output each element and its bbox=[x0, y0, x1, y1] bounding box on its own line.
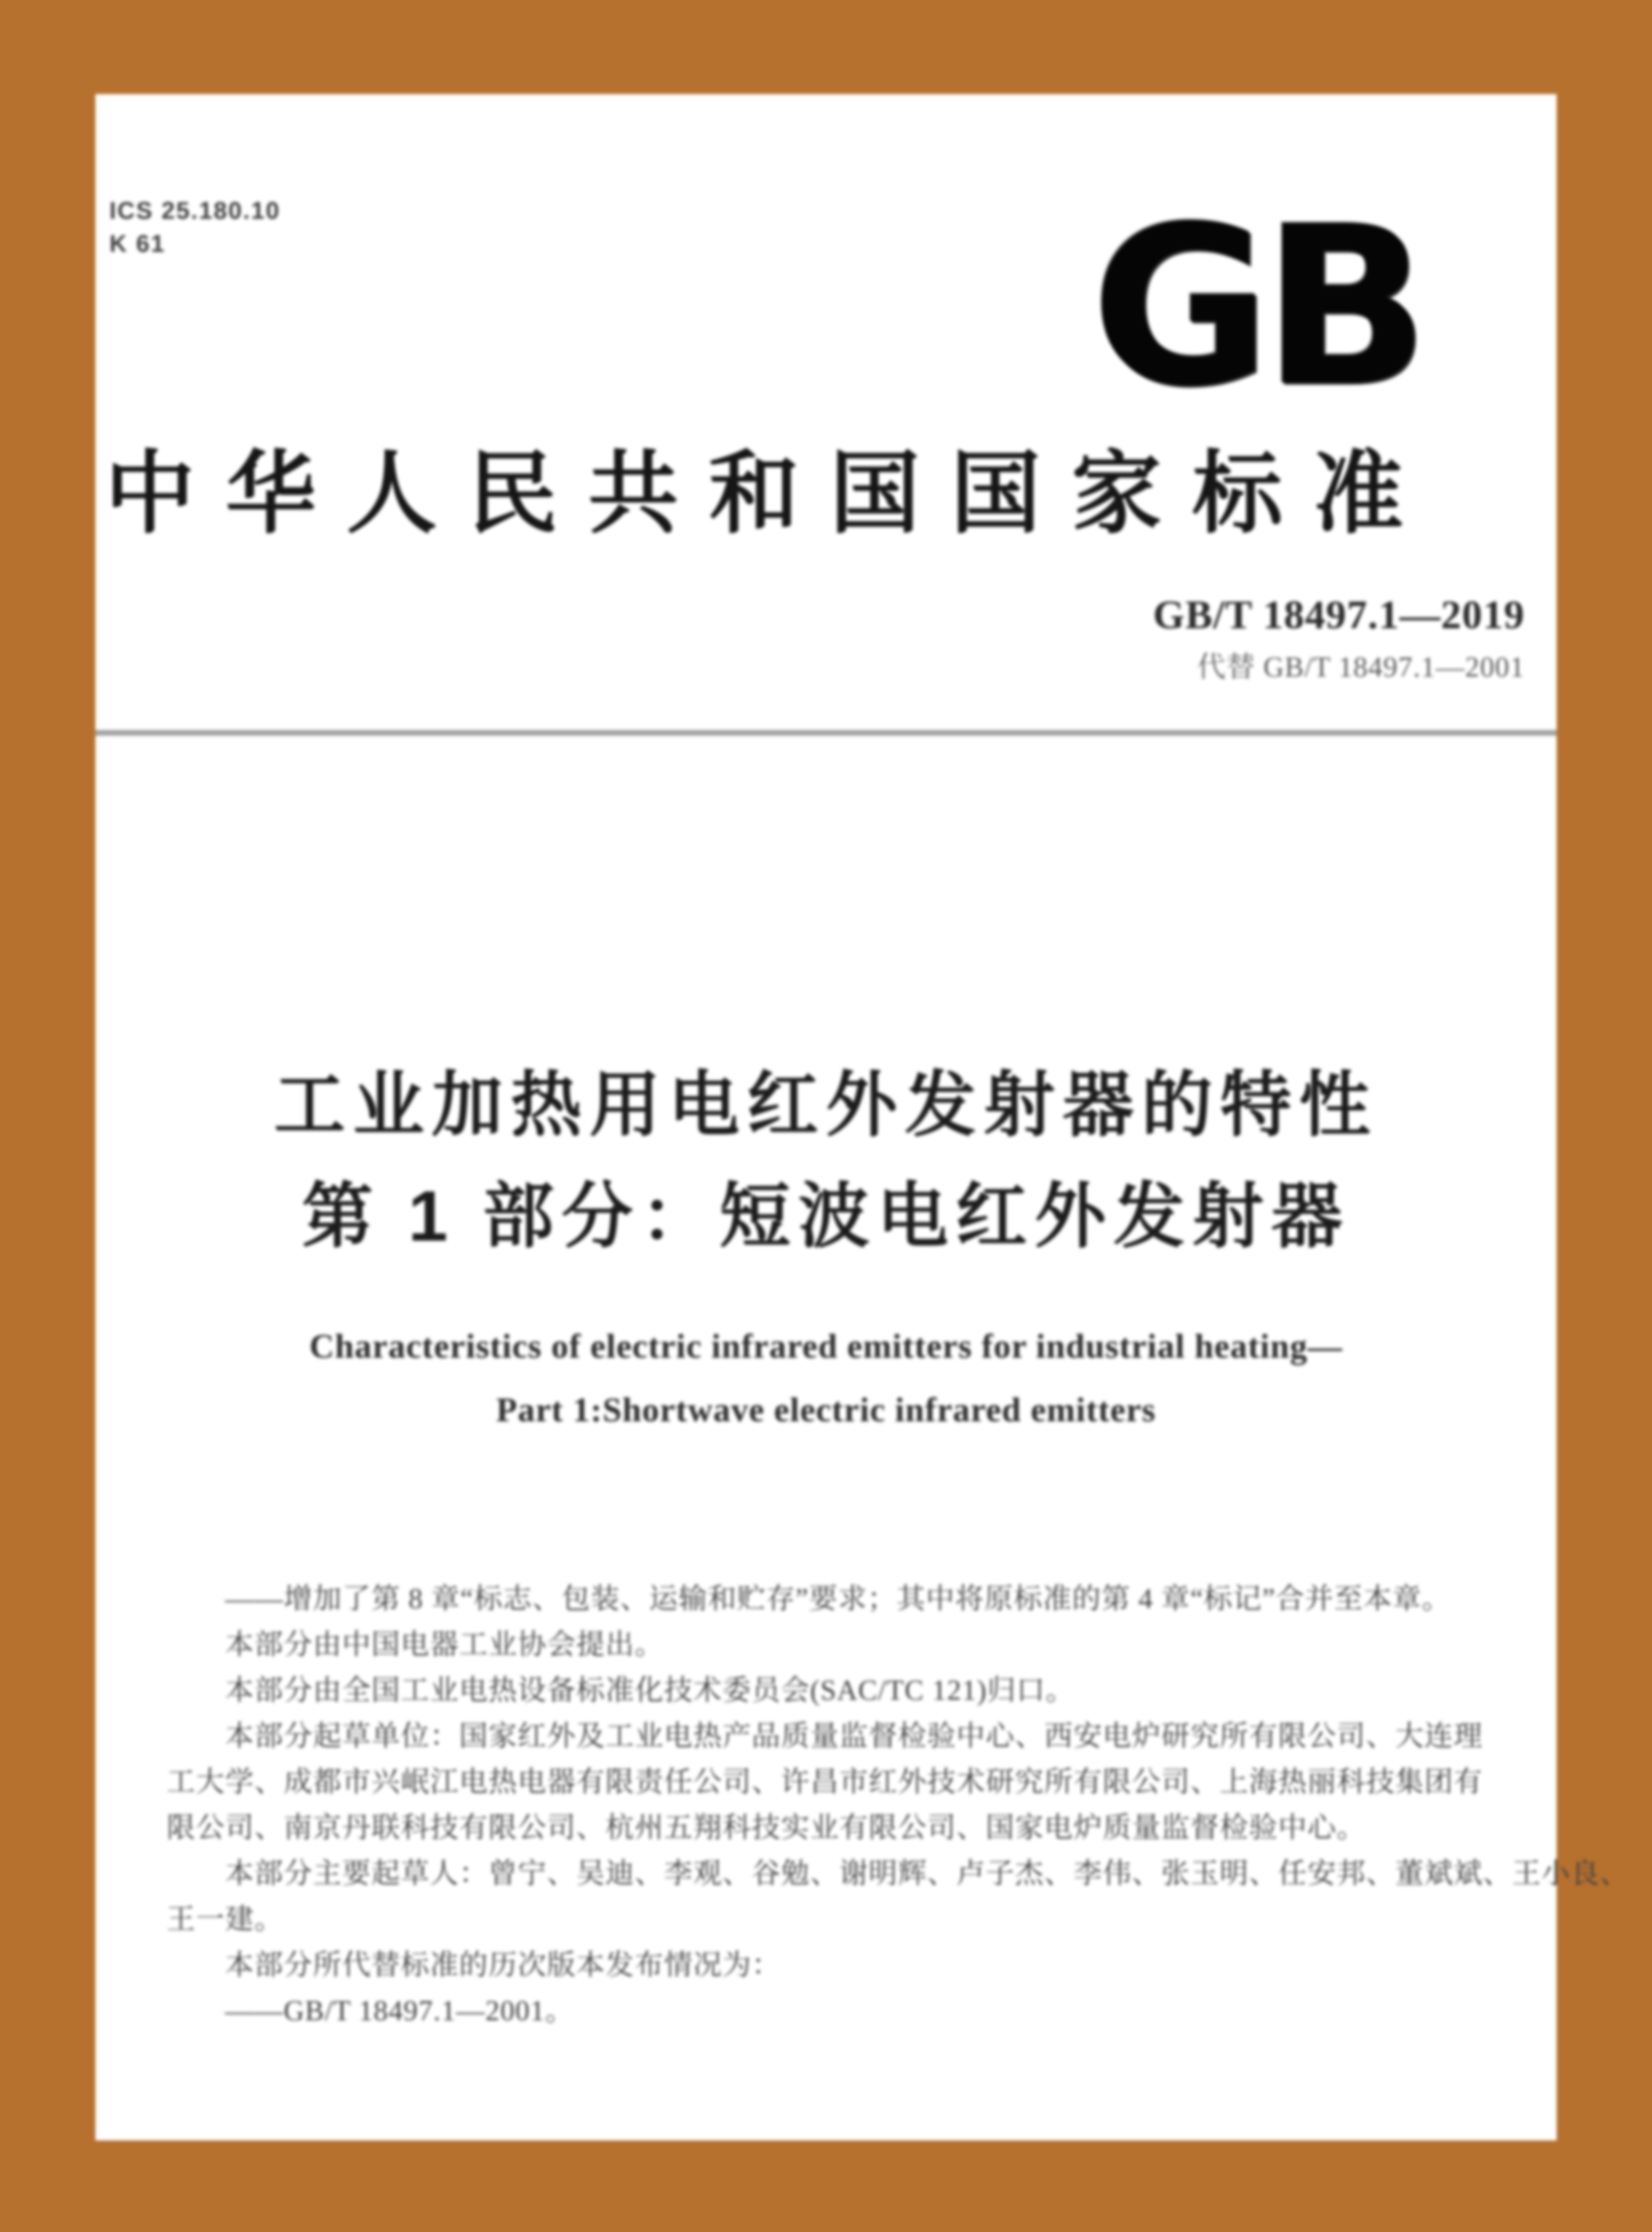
ics-classification bbox=[109, 195, 280, 261]
standard-number: GB/T 18497.1—2019 bbox=[1153, 592, 1525, 637]
ics-class-code: K 61 bbox=[109, 231, 166, 258]
header-divider bbox=[95, 730, 1557, 736]
foreword-section bbox=[167, 1576, 1630, 2034]
foreword-line: 本部分主要起草人：曾宁、吴迪、李观、谷勉、谢明辉、卢子杰、李伟、张玉明、任安邦、董斌斌、王小良、 bbox=[225, 1857, 1630, 1889]
foreword-line: 本部分所代替标准的历次版本发布情况为： bbox=[225, 1949, 781, 1981]
foreword-line: ——GB/T 18497.1—2001。 bbox=[225, 1995, 575, 2027]
document-page bbox=[95, 94, 1630, 2140]
title-zh-line2: 第 1 部分：短波电红外发射器 bbox=[301, 1176, 1351, 1256]
foreword-line: 本部分由全国工业电热设备标准化技术委员会(SAC/TC 121)归口。 bbox=[225, 1674, 1075, 1706]
title-en-line2: Part 1:Shortwave electric infrared emitters bbox=[496, 1391, 1156, 1429]
replaced-standard-note: 代替 GB/T 18497.1—2001 bbox=[1197, 651, 1525, 683]
foreword-line: 限公司、南京丹联科技有限公司、杭州五翔科技实业有限公司、国家电炉质量监督检验中心。 bbox=[167, 1812, 1366, 1843]
foreword-line: ——增加了第 8 章“标志、包装、运输和贮存”要求；其中将原标准的第 4 章“标记”合并至本章。 bbox=[225, 1583, 1451, 1615]
foreword-line: 王一建。 bbox=[167, 1903, 284, 1935]
gb-logo: GB bbox=[1091, 179, 1421, 435]
title-en-line1: Characteristics of electric infrared emitters for industrial heating— bbox=[309, 1327, 1343, 1365]
ics-code: ICS 25.180.10 bbox=[109, 198, 280, 224]
foreword-line: 本部分由中国电器工业协会提出。 bbox=[225, 1629, 664, 1660]
foreword-line: 工大学、成都市兴岷江电热电器有限责任公司、许昌市红外技术研究所有限公司、上海热丽科技集团有 bbox=[167, 1766, 1483, 1798]
standard-name-heading: 中华人民共和国国家标准 bbox=[105, 444, 1434, 544]
standard-number-block bbox=[1153, 591, 1525, 685]
foreword-line: 本部分起草单位：国家红外及工业电热产品质量监督检验中心、西安电炉研究所有限公司、大连理 bbox=[225, 1720, 1483, 1752]
title-zh-line1: 工业加热用电红外发射器的特性 bbox=[274, 1065, 1378, 1145]
